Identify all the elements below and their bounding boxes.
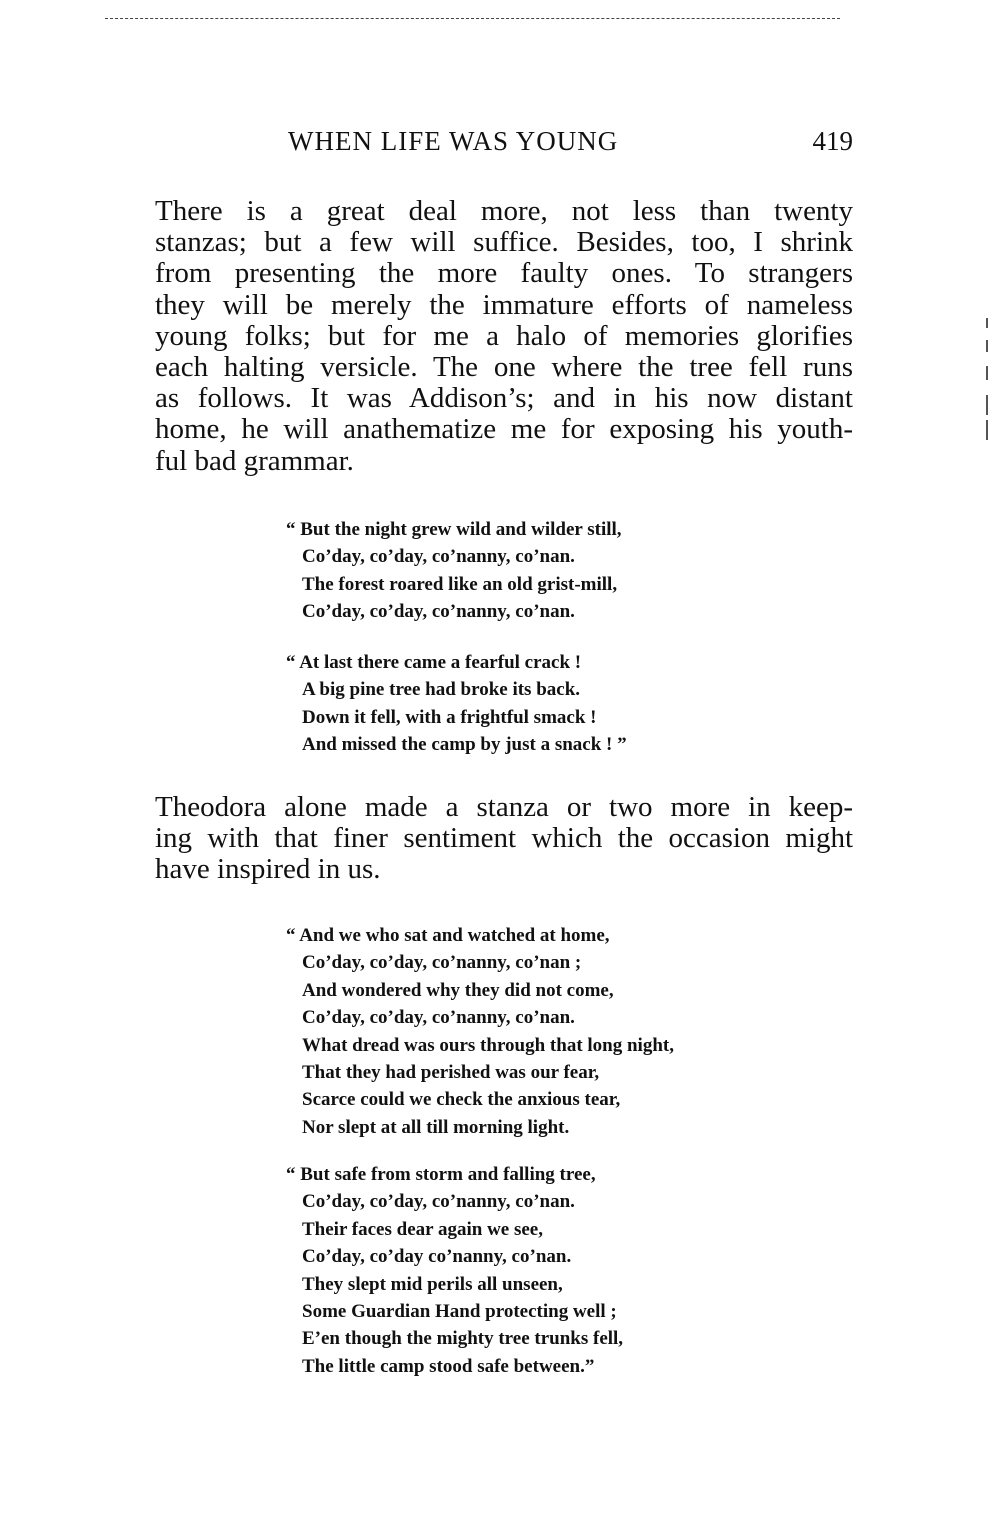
paragraph-1 bbox=[155, 196, 853, 477]
verse-stanza-2 bbox=[286, 649, 627, 759]
margin-mark bbox=[986, 395, 988, 415]
paragraph-line: There is a great deal more, not less than twenty bbox=[155, 195, 853, 227]
verse-line: “ But the night grew wild and wilder still, bbox=[286, 519, 622, 540]
margin-mark bbox=[986, 318, 988, 328]
verse-line: What dread was ours through that long night, bbox=[302, 1034, 674, 1056]
paragraph-line: young folks; but for me a halo of memories glorifies bbox=[155, 319, 853, 352]
verse-line: E’en though the mighty tree trunks fell, bbox=[302, 1328, 624, 1350]
margin-mark bbox=[986, 340, 988, 352]
verse-line: Co’day, co’day, co’nanny, co’nan. bbox=[302, 546, 575, 568]
verse-line: They slept mid perils all unseen, bbox=[302, 1273, 563, 1295]
verse-line: “ But safe from storm and falling tree, bbox=[286, 1164, 596, 1185]
margin-mark bbox=[986, 366, 988, 380]
paragraph-line: stanzas; but a few will suffice. Besides, too, I shrink bbox=[155, 226, 853, 259]
verse-line: Co’day, co’day co’nanny, co’nan. bbox=[302, 1246, 572, 1268]
margin-mark bbox=[986, 420, 988, 440]
verse-line: Nor slept at all till morning light. bbox=[302, 1116, 570, 1138]
verse-stanza-3 bbox=[286, 922, 674, 1141]
verse-line: Co’day, co’day, co’nanny, co’nan ; bbox=[302, 952, 582, 974]
paragraph-line: from presenting the more faulty ones. To strangers bbox=[155, 257, 853, 290]
verse-line: Their faces dear again we see, bbox=[302, 1218, 543, 1240]
page-number: 419 bbox=[812, 126, 853, 156]
verse-line: Co’day, co’day, co’nanny, co’nan. bbox=[302, 1191, 575, 1213]
running-title: WHEN LIFE WAS YOUNG bbox=[288, 126, 619, 156]
paragraph-line: ing with that finer sentiment which the occasion might bbox=[155, 822, 853, 855]
running-head bbox=[155, 126, 853, 166]
verse-line: Co’day, co’day, co’nanny, co’nan. bbox=[302, 1007, 575, 1029]
verse-line: That they had perished was our fear, bbox=[302, 1062, 600, 1084]
paragraph-line: they will be merely the immature efforts of nameless bbox=[155, 288, 853, 321]
paragraph-line: as follows. It was Addison’s; and in his now distant bbox=[155, 382, 853, 415]
top-edge-rule bbox=[105, 18, 840, 19]
verse-line: A big pine tree had broke its back. bbox=[302, 679, 581, 701]
verse-line: “ And we who sat and watched at home, bbox=[286, 925, 610, 946]
verse-line: The little camp stood safe between.” bbox=[302, 1355, 595, 1377]
paragraph-line: home, he will anathematize me for exposing his youth- bbox=[155, 413, 853, 446]
verse-line: Down it fell, with a frightful smack ! bbox=[302, 706, 597, 728]
paragraph-line: ful bad grammar. bbox=[155, 444, 354, 477]
verse-line: The forest roared like an old grist-mill, bbox=[302, 573, 618, 595]
paragraph-2 bbox=[155, 792, 853, 886]
verse-line: And missed the camp by just a snack ! ” bbox=[302, 734, 627, 756]
paragraph-line: Theodora alone made a stanza or two more in keep- bbox=[155, 791, 853, 823]
verse-stanza-1 bbox=[286, 516, 622, 626]
verse-line: “ At last there came a fearful crack ! bbox=[286, 652, 582, 673]
paragraph-line: each halting versicle. The one where the tree fell runs bbox=[155, 351, 853, 384]
verse-stanza-4 bbox=[286, 1161, 623, 1380]
verse-line: And wondered why they did not come, bbox=[302, 979, 614, 1001]
paragraph-line: have inspired in us. bbox=[155, 853, 381, 886]
verse-line: Scarce could we check the anxious tear, bbox=[302, 1089, 621, 1111]
verse-line: Some Guardian Hand protecting well ; bbox=[302, 1301, 617, 1323]
verse-line: Co’day, co’day, co’nanny, co’nan. bbox=[302, 601, 575, 623]
